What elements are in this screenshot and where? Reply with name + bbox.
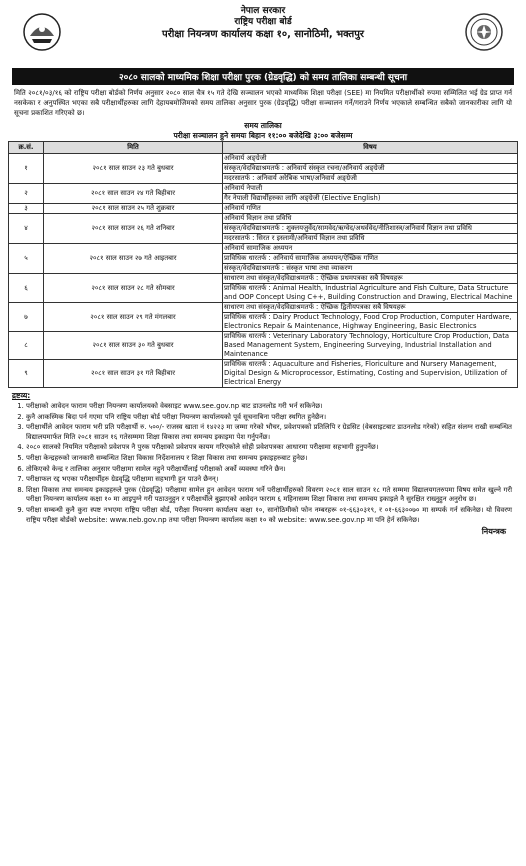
letterhead	[8, 6, 518, 66]
board-seal-icon	[464, 12, 504, 52]
row-date: २०८१ साल साउन २८ गते सोमबार	[44, 274, 223, 303]
row-number: ८	[9, 332, 44, 360]
row-number: ६	[9, 274, 44, 303]
table-row	[9, 244, 518, 274]
row-number: १	[9, 154, 44, 184]
row-number: ३	[9, 204, 44, 214]
note-item: 5. परीक्षा केन्द्रहरुको जानकारी सम्बन्धित शिक्षा विकास निर्देशनालय र शिक्षा विकास तथा समन्वय इकाइहरुबाट हुनेछ।	[26, 454, 518, 464]
row-subjects	[223, 274, 518, 303]
nepal-emblem-icon	[22, 12, 62, 52]
note-item: 6. तोकिएको केन्द्र र तालिका अनुसार परीक्षामा सामेल नहुने परीक्षार्थीलाई परीक्षाको अर्को व्यवस्था गरिने छैन।	[26, 465, 518, 475]
note-item: 4. २०८० सालको नियमित परीक्षाको प्रवेशपत्र नै पुरक परीक्षाको प्रवेशपत्र कायम गरिएकोले सोही प्रवेशपत्रका आधारमा परीक्षामा सहभागी हुनुपर्नेछ।	[26, 443, 518, 453]
subject-item: प्राविधिक धारतर्फ : Veterinary Laboratory Technology, Horticulture Crop Production, Data Based Management System, Engineering Surveying, Industrial Installation and Maintenance	[224, 332, 510, 358]
subject-item: संस्कृत/वेदविद्याश्रमतर्फ : शुक्लयजुर्वेद/सामवेद/ऋग्वेद/अथर्ववेद/नीतिशास्त्र/अनिवार्य विज्ञान तथा प्रविधि	[223, 224, 517, 234]
col-header-number: क्र.सं.	[9, 142, 44, 154]
note-item: 1. परीक्षाको आवेदन फाराम परीक्षा नियन्त्रण कार्यालयको वेबसाइट www.see.gov.np बाट डाउनलोड गरी भर्न सकिनेछ।	[26, 402, 518, 412]
subject-item: संस्कृत/वेदविद्याश्रमतर्फ : संस्कृत भाषा तथा व्याकरण	[224, 264, 353, 272]
row-date: २०८१ साल साउन २७ गते आइतबार	[44, 244, 223, 274]
subject-item: संस्कृत/वेदविद्याश्रमतर्फ : अनिवार्य संस्कृत रचना/अनिवार्य अङ्ग्रेजी	[223, 164, 517, 174]
row-date: २०८१ साल साउन २९ गते मंगलबार	[44, 303, 223, 332]
row-date: २०८१ साल साउन २३ गते बुधबार	[44, 154, 223, 184]
row-subjects	[223, 214, 518, 244]
note-item: 2. कुनै आकस्मिक बिदा पर्न गएमा पनि राष्ट्रिय परीक्षा बोर्ड परीक्षा नियन्त्रण कार्यालयको पूर्व सूचनाबिना परीक्षा स्थगित हुनेछैन।	[26, 413, 518, 423]
subject-item: प्राविधिक धारतर्फ : अनिवार्य सामाजिक अध्ययन/ऐच्छिक गणित	[223, 254, 517, 264]
header-line-3: परीक्षा नियन्त्रण कार्यालय कक्षा १०, सानोठिमी, भक्तपुर	[162, 29, 364, 40]
table-row	[9, 274, 518, 303]
note-item: 7. परीक्षाफल रद्द भएका परीक्षार्थीहरु ग्रेडवृद्धि परीक्षामा सहभागी हुन पाउने छैनन्।	[26, 475, 518, 485]
table-row	[9, 214, 518, 244]
subject-item: मदरसातर्फ : सिरत र इस्लामी/अनिवार्य विज्ञान तथा प्रविधि	[224, 234, 365, 242]
table-row	[9, 332, 518, 360]
subject-item: अनिवार्य नेपाली	[223, 184, 517, 194]
subject-item: प्राविधिक धारतर्फ : Dairy Product Technology, Food Crop Production, Computer Hardware, Electronics Repair & Maintenance, Highway Engineering, Basic Electronics	[224, 313, 512, 330]
table-row	[9, 154, 518, 184]
note-item: 9. परीक्षा सम्बन्धी कुनै कुरा स्पष्ट नभएमा राष्ट्रिय परीक्षा बोर्ड, परीक्षा नियन्त्रण कार्यालय कक्षा १०, सानोठिमीको फोन नम्बरहरू ०१-६६३०३१९, र ०१-६६३००७० मा सम्पर्क गर्न सकिनेछ। यो विवरण राष्ट्रिय परीक्षा बोर्डको website: www.neb.gov.np तथा परीक्षा नियन्त्रण कार्यालय कक्षा १० को website: www.see.gov.np मा पनि हेर्न सकिनेछ।	[26, 506, 518, 525]
row-number: ७	[9, 303, 44, 332]
header-line-2: राष्ट्रिय परीक्षा बोर्ड	[234, 17, 292, 27]
subject-item: साधारण तथा संस्कृत/वेदविद्याश्रमतर्फ : ऐच्छिक प्रथमपत्रका सबै विषयहरू	[223, 274, 517, 284]
table-row	[9, 360, 518, 388]
notes-list	[8, 402, 518, 525]
schedule-time: परीक्षा सञ्चालन हुने समयः बिहान ११:०० बजेदेखि ३:०० बजेसम्म	[173, 131, 353, 140]
table-row	[9, 204, 518, 214]
table-row	[9, 303, 518, 332]
intro-paragraph: मिति २०८१/०३/१६ को राष्ट्रिय परीक्षा बोर्डको निर्णय अनुसार २०८० साल चैत्र १५ गते देखि सञ्चालन भएको माध्यमिक शिक्षा परीक्षा (SEE) मा नियमित परीक्षार्थीको रुपमा सम्मिलित भई ग्रेड प्राप्त गर्न नसकेका र अनुपस्थित भएका सबै परीक्षार्थीहरुका लागि देहायबमोजिमको समय तालिका अनुसार पुरक (ग्रेडवृद्धि) परीक्षा सञ्चालन गर्ने/गराउने निर्णय भएकाले सम्बन्धित सबैको जानकारीका लागि यो सूचना प्रकाशित गरिएको छ।	[14, 89, 512, 117]
subject-item: अनिवार्य गणित	[224, 204, 261, 212]
row-number: ५	[9, 244, 44, 274]
subject-item: गैर नेपाली विद्यार्थीहरुका लागि अङ्ग्रेजी (Elective English)	[224, 194, 381, 202]
subject-item: अनिवार्य विज्ञान तथा प्रविधि	[223, 214, 517, 224]
row-number: ४	[9, 214, 44, 244]
row-date: २०८१ साल साउन २६ गते शनिबार	[44, 214, 223, 244]
row-date: २०८१ साल साउन ३१ गते बिहीबार	[44, 360, 223, 388]
subject-item: अनिवार्य अङ्ग्रेजी	[223, 154, 517, 164]
note-item: 3. परीक्षार्थीले आवेदन फाराम भरी प्रति परीक्षार्थी रु. ५००/- राजस्व खाता नं १४२२३ मा जम्मा गरेको भौचर, प्रवेशपत्रको प्रतिलिपि र ग्रेडसिट (वेबसाइटबाट डाउनलोड गरेको) सहित संलग्न राखी सम्बन्धित विद्यालयमार्फत मिति २०८१ साउन १६ गतेसम्ममा शिक्षा विकास तथा समन्वय इकाइमा पेश गर्नुपर्नेछ।	[26, 423, 518, 442]
schedule-heading: समय तालिका	[244, 121, 282, 130]
subject-item: प्राविधिक धारतर्फ : Aquaculture and Fisheries, Floriculture and Nursery Management, Digital Design & Microprocessor, Estimating, Costing and Supervision, Utilization of Electrical Energy	[224, 360, 508, 386]
row-number: ९	[9, 360, 44, 388]
notes-heading: द्रष्टव्य:	[12, 391, 31, 400]
header-line-1: नेपाल सरकार	[240, 6, 286, 16]
row-subjects	[223, 204, 518, 214]
row-subjects	[223, 184, 518, 204]
row-subjects	[223, 244, 518, 274]
col-header-date: मिति	[44, 142, 223, 154]
notice-title: २०८० सालको माध्यमिक शिक्षा परीक्षा पुरक (ग्रेडवृद्धि) को समय तालिका सम्बन्धी सूचना	[12, 68, 514, 85]
row-subjects	[223, 154, 518, 184]
col-header-subject: विषय	[223, 142, 518, 154]
subject-item: अनिवार्य सामाजिक अध्ययन	[223, 244, 517, 254]
row-subjects	[223, 303, 518, 332]
row-subjects	[223, 360, 518, 388]
signature-label: नियन्त्रक	[481, 527, 506, 537]
row-date: २०८१ साल साउन २४ गते बिहीबार	[44, 184, 223, 204]
table-row	[9, 184, 518, 204]
row-date: २०८१ साल साउन ३० गते बुधबार	[44, 332, 223, 360]
row-date: २०८१ साल साउन २५ गते शुक्रबार	[44, 204, 223, 214]
schedule-table	[8, 141, 518, 388]
row-number: २	[9, 184, 44, 204]
note-item: 8. शिक्षा विकास तथा समन्वय इकाइहरुले पुरक (ग्रेडवृद्धि) परीक्षामा सामेल हुन आवेदन फाराम भर्ने परीक्षार्थीहरुको विवरण २०८१ साल साउन १८ गते सम्ममा विद्यालयगतरुपमा विषय समेत खुल्ने गरी परीक्षा नियन्त्रण कार्यालय कक्षा १० मा आइपुग्ने गरी पठाउनुहुन र परीक्षार्थीले बुझाएको आवेदन फाराम ६ महिनासम्म शिक्षा विकास तथा समन्वय इकाइले नै सुरक्षित राख्नुहुन अनुरोध छ।	[26, 486, 518, 505]
row-subjects	[223, 332, 518, 360]
subject-item: साधारण तथा संस्कृत/वेदविद्याश्रमतर्फ : ऐच्छिक द्वितीयपत्रका सबै विषयहरू	[223, 303, 517, 313]
subject-item: प्राविधिक धारतर्फ : Animal Health, Industrial Agriculture and Fish Culture, Data Structure and OOP Concept Using C++, Building Construction and Drawing, Electrical Machine	[224, 284, 513, 301]
subject-item: मदरसातर्फ : अनिवार्य अरेबिक भाषा/अनिवार्य अङ्ग्रेजी	[224, 174, 357, 182]
